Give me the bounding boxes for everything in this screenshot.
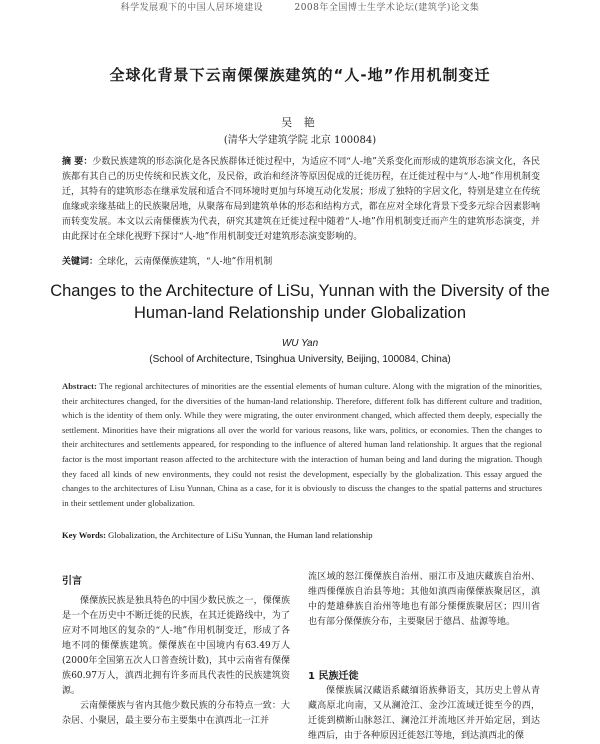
chinese-author: 吴 艳 <box>281 116 319 129</box>
english-abstract <box>62 379 542 510</box>
running-header <box>0 0 600 13</box>
migration-heading: 1 民族迁徙 <box>308 671 359 682</box>
left-column <box>62 594 290 729</box>
chinese-keywords <box>62 256 540 269</box>
chinese-abstract <box>62 155 540 245</box>
english-keywords-label: Key Words: <box>62 530 107 540</box>
left-paragraph-1: 傈僳族民族是独具特色的中国少数民族之一，傈僳族是一个在历史中不断迁徙的民族，在其迁徙路线中，为了应对不同地区的复杂的“人-地”作用机制变迁，形成了各地不同的傈僳族建筑。傈僳族在中国境内有63.49万人(2000年全国第五次人口普查统计数)，其中云南省有傈僳族60.97万人，滇西北拥有许多而具代表性的民族建筑资源。 <box>62 596 290 696</box>
english-title: Changes to the Architecture of LiSu, Yunnan with the Diversity of the Human-land Relationship under Globalization <box>50 282 550 322</box>
english-abstract-text: The regional architectures of minorities are the essential elements of human culture. Along with the migration of the minorities, their architectures changed, for the diversities of the human-land relationship. Therefore, different folk has different culture and tradition, which is the identity of them only. While they were migrating, the outer environment changed, which affected them deeply, especially the settlement. Minorities have their migrations all over the world for various reasons, like wars, politics, or economies. Then the changes to their architectures and settlements appeared, for responding to the influence of altered human land relationship. It argues that the regional factor is the most important reason affected to the architecture with the interaction of human being and land during the migration. Though they faced all kinds of new environments, they could not resist the development, especially by the globalization. This essay argued the changes to the architectures of Lisu Yunnan, China as a case, for it is obviously to discuss the changes to the spatial patterns and structures in their settlement under globalization. <box>62 381 542 508</box>
english-abstract-label: Abstract: <box>62 381 97 391</box>
right-paragraph-2: 傈僳族属汉藏语系藏缅语族彝语支，其历史上曾从青藏高原北向南，又从澜沧江、金沙江流域迁徙至今的西，迁徙到横断山脉怒江、澜沧江并流地区并开始定居，到达维西后，由于各种原因迁徙怒江等地，到达滇西北的傈 <box>308 686 540 741</box>
right-paragraph-1: 流区域的怒江傈僳族自治州、丽江市及迪庆藏族自治州、维西傈僳族自治县等地；其他如滇西南傈僳族聚居区，滇中的楚雄彝族自治州等地也有部分傈僳族聚居区；四川省也有部分傈僳族分布，主要聚居于德昌、盐源等地。 <box>308 572 540 627</box>
left-paragraph-2: 云南傈僳族与省内其他少数民族的分布特点一致：大杂居、小聚居，最主要分布主要集中在滇西北一江并 <box>62 701 290 726</box>
english-author: WU Yan <box>281 338 319 349</box>
chinese-abstract-text: 少数民族建筑的形态演化是各民族群体迁徙过程中，为适应不同“人-地”关系变化而形成的建筑形态演文化，各民族都有其自己的历史传统和民族文化，及民俗，政治和经济等原因促成的迁徙历程，在迁徙过程中与“人-地”作用机制变迁，其特有的建筑形态在继承发展和适合不同环境时更加与环境互动化发展；形成了独特的字居文化，特别是建立在传统血缘或亲缘基础上的民族聚居地，从聚落布局到建筑单体的形态和结构方式，都在应对全球化背景下受多元综合因素影响而转变发展。本文以云南傈僳族为代表，研究其建筑在迁徙过程中随着“人-地”作用机制变迁而产生的建筑形态演变，并由此探讨在全球化视野下探讨“人-地”作用机制变迁对建筑形态演变影响的。 <box>62 157 540 242</box>
english-keywords-text: Globalization, the Architecture of LiSu Yunnan, the Human land relationship <box>108 530 373 540</box>
chinese-title: 全球化背景下云南傈僳族建筑的“人-地”作用机制变迁 <box>109 66 491 84</box>
chinese-affiliation: (清华大学建筑学院 北京 100084) <box>223 135 377 146</box>
intro-heading: 引言 <box>62 576 82 587</box>
running-header-right: 2008年全国博士生学术论坛(建筑学)论文集 <box>294 3 480 13</box>
chinese-abstract-label: 摘 要： <box>62 157 93 167</box>
right-column <box>308 570 540 630</box>
chinese-keywords-text: 全球化，云南傈僳族建筑，“人-地”作用机制 <box>98 257 273 267</box>
english-keywords <box>62 530 542 540</box>
right-column-2 <box>308 684 540 744</box>
english-affiliation: (School of Architecture, Tsinghua University, Beijing, 100084, China) <box>149 354 451 365</box>
chinese-keywords-label: 关键词： <box>62 257 99 267</box>
running-header-left: 科学发展观下的中国人居环境建设 <box>120 3 264 13</box>
